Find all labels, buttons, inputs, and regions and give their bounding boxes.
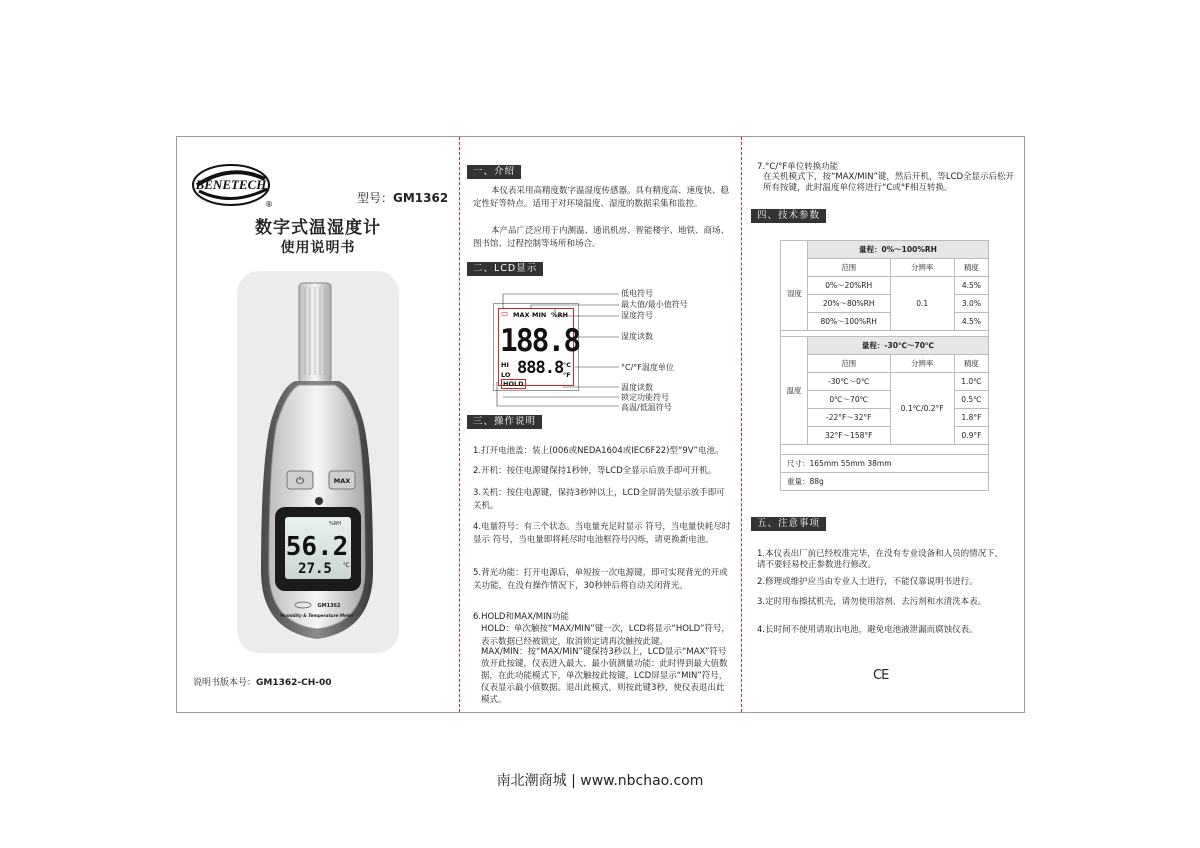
- celsius-tag: °C: [563, 361, 572, 369]
- temperature-col-resolution: 分辨率: [890, 355, 954, 373]
- temperature-digits: 888.8: [517, 358, 564, 378]
- hold-tag: HOLD: [503, 380, 524, 388]
- callout-low-battery: 低电符号: [621, 289, 653, 298]
- ops-item-5: 5.背光功能：打开电源后，单短按一次电源键，即可实现背光的开或关功能，在没有操作情况下，30秒钟后将自动关闭背光。: [473, 568, 728, 591]
- intro-paragraph-1: 本仪表采用高精度数字温湿度传感器。具有精度高、速度快、稳定性好等特点。适用于对环境温度、湿度的数据采集和监控。: [473, 186, 730, 209]
- lcd-header: 二、LCD显示: [467, 262, 543, 276]
- temperature-label: 温度: [781, 337, 808, 445]
- callout-hi-lo-symbol: 高温/低温符号: [621, 403, 672, 412]
- humidity-accuracy-cell: 4.5%: [954, 277, 988, 295]
- humidity-accuracy-cell: 3.0%: [954, 295, 988, 313]
- note-2: 2.修理或维护应当由专业人士进行，不能仅靠说明书进行。: [757, 577, 978, 587]
- weight-spec: 重量：88g: [781, 473, 989, 491]
- lo-tag: LO: [501, 371, 511, 379]
- ops-hold: HOLD：单次触按“MAX/MIN”键一次，LCD将显示“HOLD”符号，表示数据已经被锁定，取消锁定请再次触按此键。: [481, 624, 730, 647]
- spec-table: [780, 240, 989, 491]
- humidity-col-accuracy: 精度: [954, 259, 988, 277]
- humidity-range-cell: 0%～20%RH: [807, 277, 890, 295]
- temperature-range-cell: -22°F～32°F: [807, 409, 890, 427]
- temperature-col-range: 范围: [807, 355, 890, 373]
- product-device-illustration: [237, 271, 399, 653]
- fold-line-right: [741, 137, 742, 712]
- svg-text:Humidity & Temperature Meter: Humidity & Temperature Meter: [280, 613, 354, 618]
- temperature-range-cell: -30℃～0℃: [807, 373, 890, 391]
- intro-header: 一、介绍: [467, 165, 521, 179]
- model-label: 型号：: [357, 191, 394, 205]
- temperature-accuracy-cell: 0.5℃: [954, 391, 988, 409]
- site-footer: 南北潮商城 | www.nbchao.com: [496, 773, 704, 789]
- intro-paragraph-2: 本产品广泛应用于内测温、通讯机房、智能楼宇、地铁、商场、图书馆、过程控制等场所和场合。: [473, 226, 730, 249]
- callout-temp-reading: 温度读数: [621, 383, 653, 392]
- temperature-resolution-cell: 0.1℃/0.2°F: [890, 373, 954, 445]
- humidity-label: 湿度: [787, 289, 802, 298]
- callout-humidity-symbol: 湿度符号: [621, 311, 653, 320]
- ops-item-4: 4.电量符号：有三个状态。当电量充足时显示 符号，当电量快耗尽时显示 符号，当电量即将耗尽时电池框符号闪烁，请更换新电池。: [473, 522, 731, 545]
- item7-body: 在关机模式下，按“MAX/MIN”键，然后开机，等LCD全显示后松开所有按键，此时温度单位将进行“C或°F相互转换。: [763, 172, 1015, 193]
- manual-subtitle: 使用说明书: [280, 240, 356, 256]
- humidity-accuracy-cell: 4.5%: [954, 313, 988, 331]
- manual-version: [193, 675, 332, 688]
- item7-title: 7.°C/°F单位转换功能: [757, 162, 839, 172]
- version-label: 说明书版本号：: [193, 678, 257, 688]
- lcd-callout-lines: [493, 287, 623, 417]
- svg-text:⏻: ⏻: [296, 476, 304, 487]
- ops-max-min: MAX/MIN：按“MAX/MIN”键保持3秒以上，LCD显示“MAX”符号放开此按键，仪表进入最大、最小值测量功能：此时得到最大值数据，在此功能模式下，单次触按此按键，LCD屏显示“MIN”符号，仪表显示最小值数据。退出此模式，则按此键3秒，使仪表退出此模式。: [481, 647, 728, 705]
- brand-name: BENETECH: [195, 177, 267, 192]
- callout-humidity-reading: 湿度读数: [621, 332, 653, 341]
- humidity-col-resolution: 分辨率: [890, 259, 954, 277]
- temperature-col-accuracy: 精度: [954, 355, 988, 373]
- product-title: 数字式温湿度计: [255, 218, 381, 238]
- callout-temp-unit: °C/°F温度单位: [621, 363, 674, 372]
- brand-logo: [191, 161, 275, 211]
- svg-text:27.5: 27.5: [298, 561, 332, 577]
- note-3: 3.定时用布擦拭机壳，请勿使用溶剂、去污剂和水清洗本表。: [757, 597, 987, 607]
- temperature-range-cell: 32°F～158°F: [807, 427, 890, 445]
- temperature-accuracy-cell: 0.9°F: [954, 427, 988, 445]
- size-spec: 尺寸：165mm 55mm 38mm: [781, 455, 989, 473]
- ops-item-6-title: 6.HOLD和MAX/MIN功能: [473, 612, 570, 622]
- callout-max-min: 最大值/最小值符号: [621, 300, 688, 309]
- svg-text:%RH: %RH: [329, 521, 341, 527]
- ce-mark: CE: [873, 668, 889, 683]
- model-line: [357, 189, 448, 206]
- tech-header: 四、技术参数: [751, 209, 826, 223]
- notes-header: 五、注意事项: [751, 517, 826, 531]
- registered-mark: ®: [265, 200, 273, 209]
- min-tag: MIN: [532, 311, 547, 319]
- temperature-accuracy-cell: 1.8°F: [954, 409, 988, 427]
- version-value: GM1362-CH-00: [256, 678, 332, 688]
- humidity-col-range: 范围: [807, 259, 890, 277]
- svg-text:GM1362: GM1362: [317, 603, 341, 609]
- ops-item-2: 2.开机：按住电源键保持1秒钟，等LCD全显示后放手即可开机。: [473, 466, 717, 476]
- humidity-range-cell: 20%～80%RH: [807, 295, 890, 313]
- humidity-range-cell: 80%～100%RH: [807, 313, 890, 331]
- temperature-range-title: 量程：-30℃～70℃: [807, 337, 988, 355]
- max-tag: MAX: [513, 311, 530, 319]
- humidity-range-title: 量程：0%～100%RH: [807, 241, 988, 259]
- svg-text:MAX: MAX: [333, 477, 351, 485]
- battery-tag: ▭: [501, 309, 509, 318]
- humidity-digits: 188.8: [500, 323, 580, 359]
- temperature-accuracy-cell: 1.0℃: [954, 373, 988, 391]
- fold-line-left: [459, 137, 460, 712]
- rh-tag: %RH: [551, 311, 568, 319]
- temperature-range-cell: 0℃～70℃: [807, 391, 890, 409]
- ops-item-1: 1.打开电池盖：装上(006或NEDA1604或IEC6F22)型“9V”电池。: [473, 446, 724, 456]
- svg-text:56.2: 56.2: [285, 532, 349, 562]
- note-1: 1.本仪表出厂前已经校准完毕，在没有专业设备和人员的情况下，请不要轻易校正参数进行修改。: [757, 549, 1004, 570]
- svg-text:℃: ℃: [343, 562, 350, 569]
- humidity-resolution-cell: 0.1: [890, 277, 954, 331]
- ops-header: 三、操作说明: [467, 415, 542, 429]
- ops-item-3: 3.关机：按住电源键，保持3秒钟以上，LCD全屏消失显示放手即可关机。: [473, 488, 725, 511]
- hi-tag: HI: [501, 361, 509, 369]
- model-value: GM1362: [393, 191, 449, 205]
- callout-hold-symbol: 锁定功能符号: [621, 393, 669, 402]
- fahrenheit-tag: °F: [563, 371, 571, 379]
- note-4: 4.长时间不使用请取出电池，避免电池液泄漏而腐蚀仪表。: [757, 625, 978, 635]
- manual-sheet: [176, 136, 1025, 713]
